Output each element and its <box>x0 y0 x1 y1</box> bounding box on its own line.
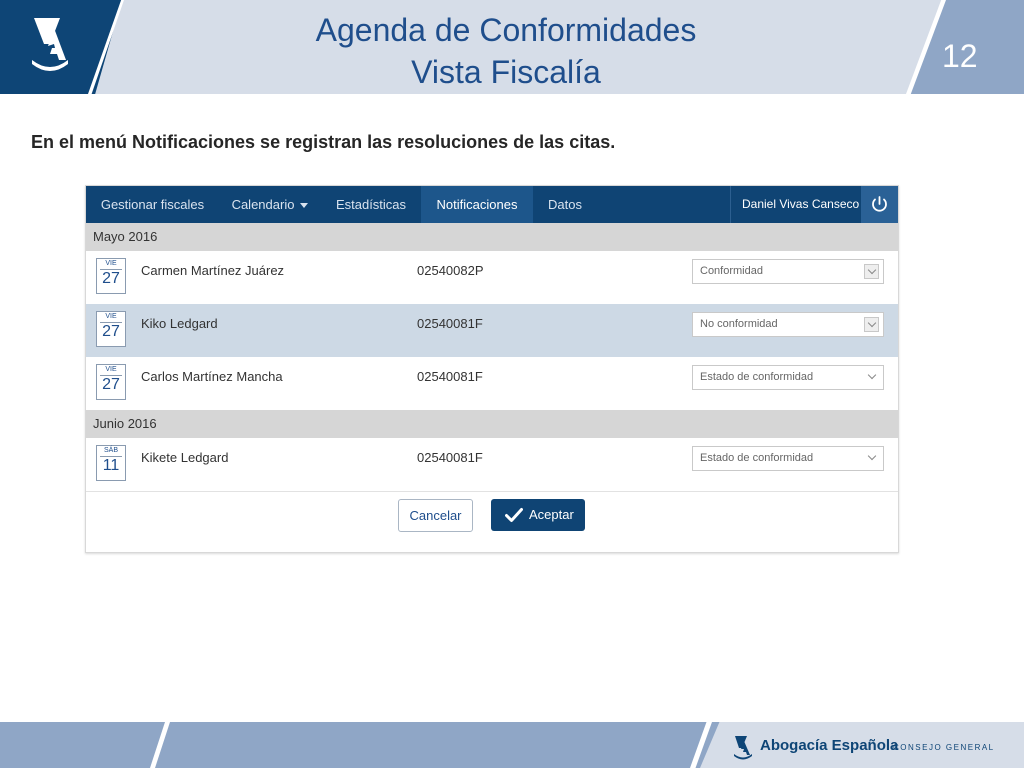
chevron-down-icon <box>868 266 876 274</box>
calendar-date-icon: SÁB 11 <box>96 445 126 481</box>
intro-text: En el menú Notificaciones se registran las resoluciones de las citas. <box>31 132 616 152</box>
chevron-down-icon <box>868 319 876 327</box>
client-name: Kikete Ledgard <box>141 450 229 465</box>
footer-subtitle: CONSEJO GENERAL <box>893 743 995 752</box>
caret-down-icon <box>300 203 308 208</box>
user-name[interactable]: Daniel Vivas Canseco <box>742 197 860 211</box>
conformity-status-select[interactable]: No conformidad <box>692 312 884 337</box>
chevron-down-icon <box>868 371 876 379</box>
logout-button[interactable] <box>861 186 898 223</box>
footer-brand: Abogacía Española <box>760 737 899 754</box>
month-header-mayo: Mayo 2016 <box>86 223 898 251</box>
nav-item-datos[interactable]: Datos <box>548 197 582 212</box>
slide-title-line2: Vista Fiscalía <box>411 54 601 90</box>
case-code: 02540081F <box>417 450 483 465</box>
month-header-junio: Junio 2016 <box>86 410 898 438</box>
nav-divider <box>730 186 731 223</box>
appointment-row <box>86 251 898 305</box>
nav-item-calendario[interactable]: Calendario <box>219 186 321 223</box>
appointment-row <box>86 304 898 358</box>
checkmark-icon <box>505 507 523 523</box>
conformity-status-select[interactable]: Estado de conformidad <box>692 446 884 471</box>
cancel-button[interactable]: Cancelar <box>398 499 473 532</box>
client-name: Kiko Ledgard <box>141 316 218 331</box>
nav-item-estadisticas[interactable]: Estadísticas <box>335 197 407 212</box>
conformity-status-select[interactable]: Estado de conformidad <box>692 365 884 390</box>
conformity-status-select[interactable]: Conformidad <box>692 259 884 284</box>
nav-item-gestionar-fiscales[interactable]: Gestionar fiscales <box>100 197 205 212</box>
dropdown-button[interactable] <box>864 317 879 332</box>
slide-title-line1: Agenda de Conformidades <box>315 12 697 48</box>
accept-button[interactable]: Aceptar <box>491 499 585 531</box>
case-code: 02540081F <box>417 369 483 384</box>
chevron-down-icon <box>868 452 876 460</box>
case-code: 02540082P <box>417 263 484 278</box>
client-name: Carmen Martínez Juárez <box>141 263 285 278</box>
case-code: 02540081F <box>417 316 483 331</box>
abogacia-logo-small-icon <box>733 734 753 760</box>
client-name: Carlos Martínez Mancha <box>141 369 283 384</box>
power-icon <box>861 186 898 223</box>
top-navbar <box>86 186 898 223</box>
notifications-app-window <box>85 185 899 553</box>
appointment-row <box>86 357 898 411</box>
page-number: 12 <box>942 38 978 74</box>
calendar-date-icon: VIE 27 <box>96 258 126 294</box>
appointment-row <box>86 438 898 492</box>
calendar-date-icon: VIE 27 <box>96 364 126 400</box>
calendar-date-icon: VIE 27 <box>96 311 126 347</box>
nav-item-notificaciones[interactable]: Notificaciones <box>421 186 533 223</box>
slide-header <box>0 0 1024 94</box>
dropdown-button[interactable] <box>864 264 879 279</box>
